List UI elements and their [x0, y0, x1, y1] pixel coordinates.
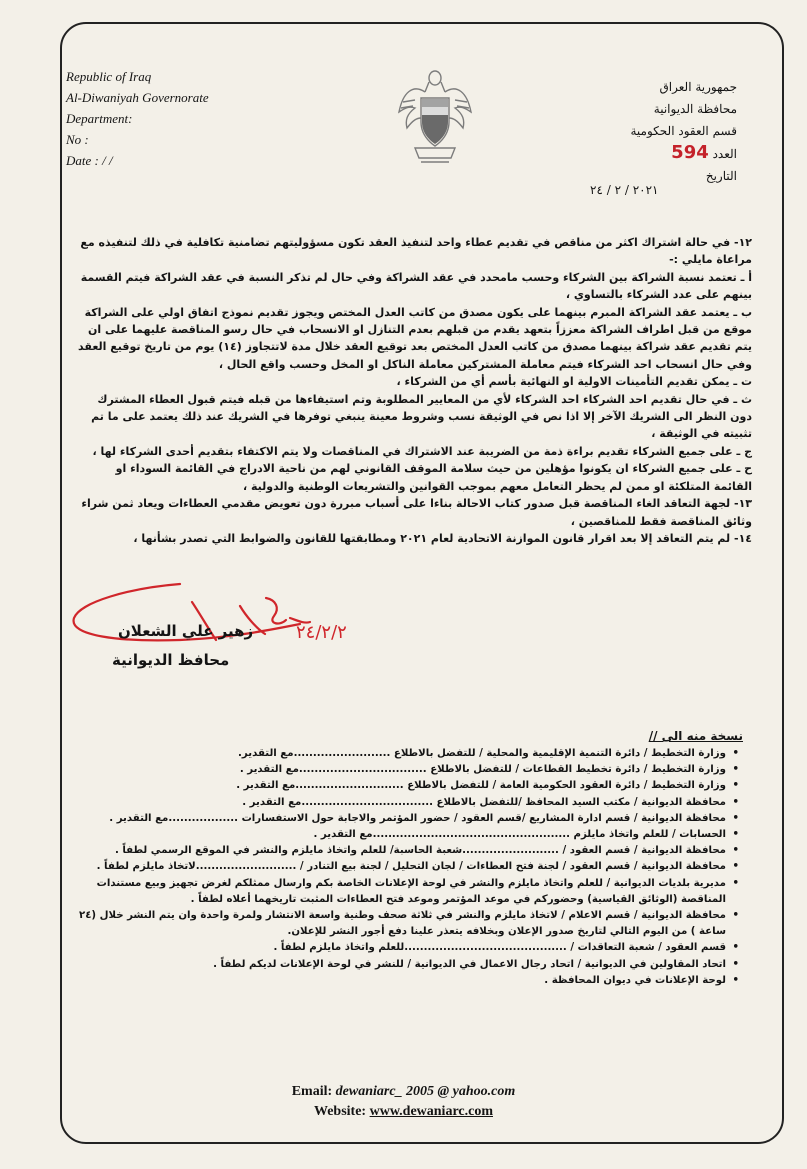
- country-line-ar: جمهورية العراق: [659, 80, 737, 94]
- letterhead-arabic: [631, 76, 738, 187]
- country-line: Republic of Iraq: [66, 69, 152, 84]
- cc-heading: نسخة منه الى //: [648, 729, 743, 743]
- email-label: Email:: [291, 1084, 333, 1099]
- clause: ج ـ على جميع الشركاء تقديم براءة ذمة من الضريبة عند الاشتراك في المناقصات ولا يتم الاكتفاء بتقديم أحدى الشركاء لها ،: [92, 444, 752, 458]
- signature-date: ٢٤/٢/٢: [296, 622, 347, 643]
- list-item: • محافظة الديوانية / مكتب السيد المحافظ /للتفضل بالاطلاع ..................................مع التقدير .: [74, 795, 726, 811]
- clause: ١٢- في حالة اشتراك اكثر من مناقص في تقديم عطاء واحد لتنفيذ العقد تكون مسؤوليتهم تضامنية تكافلية في ذلك لتنفيذه مع مراعاة مايلي :-: [80, 236, 752, 267]
- number-line: No :: [66, 132, 89, 147]
- list-item: • الحسابات / للعلم واتخاذ مايلزم ...................................................مع التقدير .: [74, 827, 726, 843]
- signatory-name: زهير علي الشعلان: [118, 622, 254, 640]
- governorate-line: Al-Diwaniyah Governorate: [66, 90, 209, 105]
- list-item: • اتحاد المقاولين في الديوانية / اتحاد رجال الاعمال في الديوانية / للنشر في لوحة الإعلانات لديكم لطفاً .: [74, 957, 726, 973]
- letterhead-english: [66, 66, 209, 171]
- signatory-title: محافظ الديوانية: [112, 651, 230, 669]
- clause: ١٤- لم يتم التعاقد إلا بعد اقرار قانون الموازنة الاتحادية لعام ٢٠٢١ ومطابقتها للقانون والضوابط التي تصدر بشأنها ،: [133, 531, 752, 545]
- list-item: • وزارة التخطيط / دائرة العقود الحكومية العامة / للتفضل بالاطلاع ............................مع التقدير .: [74, 778, 726, 794]
- email-address[interactable]: dewaniarc_ 2005 @ yahoo.com: [335, 1084, 516, 1099]
- list-item: • محافظة الديوانية / قسم ادارة المشاريع /قسم العقود / حضور المؤتمر والاجابة حول الاستفسارات ..................مع التقدير .: [74, 811, 726, 827]
- clause: ١٣- لجهة التعاقد الغاء المناقصة قبل صدور كتاب الاحالة بناءا على أسباب مبررة دون تعويض مقدمي العطاءات ويعاد ثمن شراء وثائق المناقصة فقط للمناقصين ،: [81, 497, 752, 528]
- list-item: • وزارة التخطيط / دائرة تخطيط القطاعات / للتفضل بالاطلاع .................................مع التقدير .: [74, 762, 726, 778]
- clause: ح ـ على جميع الشركاء ان يكونوا مؤهلين من حيث سلامة الموقف القانوني لهم من ناحية الادراج في القائمة السوداء او القائمة المتلكئة او ممن لم يحظر التعامل معهم بموجب القوانين والتشريعات الوطنية والدولية ،: [115, 462, 752, 493]
- number-label-ar: العدد: [712, 147, 737, 161]
- document-date: ٢٠٢١ / ٢ / ٢٤: [590, 183, 659, 197]
- clause: ت ـ يمكن تقديم التأمينات الاولية او النهائية بأسم أي من الشركاء ،: [396, 375, 752, 389]
- list-item: • قسم العقود / شعبة التعاقدات / ..........................................للعلم واتخاذ مايلزم لطفاً .: [74, 940, 726, 956]
- list-item: • محافظة الديوانية / قسم العقود / لجنة فتح العطاءات / لجان التحليل / لجنة بيع التنادر / ..........................لاتخاذ مايلزم لطفاً .: [74, 859, 726, 875]
- department-line: Department:: [66, 111, 133, 126]
- list-item: • وزارة التخطيط / دائرة التنمية الإقليمية والمحلية / للتفضل بالاطلاع .........................مع التقدير.: [74, 746, 726, 762]
- date-label-ar: التاريخ: [705, 169, 737, 183]
- clause: ب ـ يعتمد عقد الشراكة المبرم بينهما على يكون مصدق من كاتب العدل المختص ويجوز تقديم نموذج اتفاق اولي على الشراكة موقع من قبل اطراف الشراكة معززاً بتعهد يقدم من قبلهم بعدم التنازل او الانسحاب في حال رسو المناقصة عليهما على ان يتم تقديم عقد شراكة بينهما مصدق من كاتب العدل المختص بعد توقيع العقد خلال مدة لاتتجاوز (١٤) يوم من تاريخ توقيع العقد وفي حال انسحاب احد الشركاء فيتم معاملة المشتركين معاملة الناكل او المخل وحسب واقع الحال ،: [78, 305, 752, 371]
- document-body: [76, 234, 752, 547]
- clause: أ ـ تعتمد نسبة الشراكة بين الشركاء وحسب مامحدد في عقد الشراكة وفي حال لم تذكر النسبة في عقد الشراكة فيتم القسمة بينهم على عدد الشركاء بالتساوي ،: [80, 270, 752, 302]
- department-line-ar: قسم العقود الحكومية: [630, 124, 737, 138]
- clause: ث ـ في حال تقديم احد الشركاء احد الشركاء لأي من المعايير المطلوبة وتم استيفاءها من قبله فيتم قبول العطاء المشترك دون النظر الى الشريك الآخر إلا اذا نص في الوثيقة نسب وشروط معينة ينبغي توفرها في الشريك عند ذلك يعتمد على ما تم تثبيته في الوثيقة ،: [91, 392, 752, 441]
- iraq-eagle-emblem: [395, 62, 475, 174]
- website-link[interactable]: www.dewaniarc.com: [369, 1104, 493, 1119]
- footer-email: [0, 1084, 807, 1100]
- document-number: 594: [671, 142, 709, 163]
- footer-website: [0, 1104, 807, 1120]
- list-item: • مديرية بلديات الديوانية / للعلم واتخاذ مايلزم والنشر في لوحة الإعلانات الخاصة بكم وارسال ممثلكم لغرض تجهيز وبيع مستندات المناقصة (الوثائق القياسية) وحضوركم في موعد المؤتمر وموعد فتح العطاءات المثبت تاريخهما أعلاه لطفاً .: [74, 876, 726, 908]
- date-line: Date : / /: [66, 153, 113, 168]
- list-item: • محافظة الديوانية / قسم الاعلام / لاتخاذ مايلزم والنشر في ثلاثة صحف وطنية واسعة الانتشار ولمرة واحدة وان يتم النشر خلال (٢٤ ساعة ) من اليوم التالي لتاريخ صدور الإعلان وبخلافه يتعذر علينا دفع أجور النشر للإعلان.: [74, 908, 726, 940]
- number-line-ar: [631, 142, 738, 165]
- list-item: • لوحة الإعلانات في ديوان المحافظة .: [74, 973, 726, 989]
- governorate-line-ar: محافظة الديوانية: [653, 102, 737, 116]
- website-label: Website:: [313, 1104, 367, 1119]
- list-item: • محافظة الديوانية / قسم العقود / .........................شعبة الحاسبة/ للعلم واتخاذ مايلزم والنشر في الموقع الرسمي لطفاً .: [74, 843, 726, 859]
- cc-list: [74, 746, 740, 989]
